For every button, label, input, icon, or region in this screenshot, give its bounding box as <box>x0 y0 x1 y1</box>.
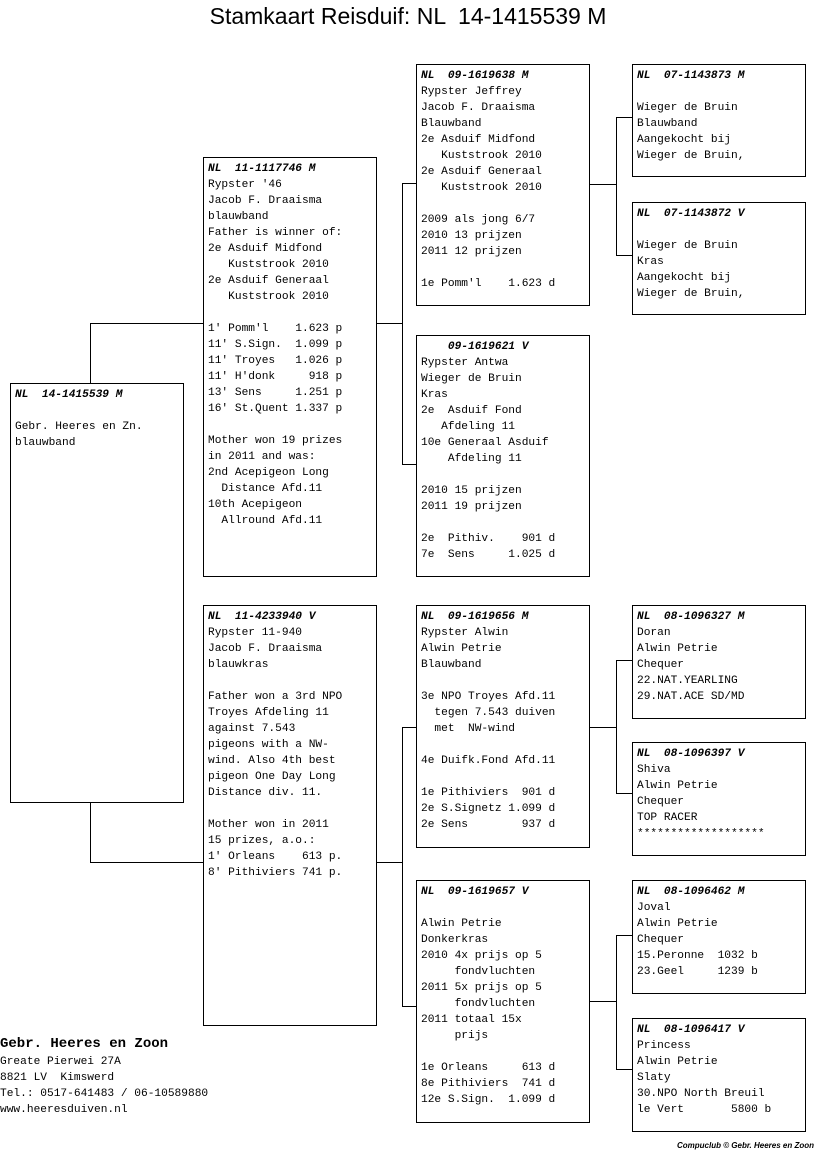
card-line: Rypster '46 <box>208 179 282 191</box>
card-line: Alwin Petrie <box>637 643 718 655</box>
card-line: 2e Asduif Fond <box>421 405 522 417</box>
great-grandparent-card-ffm <box>632 202 806 315</box>
breeder-name: Gebr. Heeres en Zoon <box>0 1036 169 1052</box>
card-line: Kras <box>637 256 664 268</box>
card-line: Wieger de Bruin <box>421 373 522 385</box>
card-line: Shiva <box>637 764 671 776</box>
connector-line <box>90 323 203 324</box>
card-line: 2010 13 prijzen <box>421 230 522 242</box>
card-line: Mother won in 2011 <box>208 819 329 831</box>
card-line: Distance div. 11. <box>208 787 323 799</box>
card-line: met NW-wind <box>421 723 515 735</box>
card-line: wind. Also 4th best <box>208 755 336 767</box>
maternal-grandmother-card <box>416 880 590 1123</box>
connector-line <box>616 935 617 1069</box>
card-line: le Vert 5800 b <box>637 1104 772 1116</box>
card-line: Princess <box>637 1040 691 1052</box>
breeder-address <box>0 1034 208 1118</box>
great-grandparent-card-mmm <box>632 1018 806 1132</box>
card-line: Rypster Alwin <box>421 627 509 639</box>
card-line: 2e S.Signetz 1.099 d <box>421 803 556 815</box>
website-link[interactable]: www.heeresduiven.nl <box>0 1104 128 1116</box>
card-line: Blauwband <box>421 659 482 671</box>
card-line: blauwband <box>208 211 269 223</box>
card-line: Alwin Petrie <box>421 643 502 655</box>
connector-line <box>616 255 632 256</box>
card-line: 11' S.Sign. 1.099 p <box>208 339 343 351</box>
card-line <box>208 673 372 689</box>
card-line: 2010 15 prijzen <box>421 485 522 497</box>
card-line <box>421 673 585 689</box>
card-line: Doran <box>637 627 671 639</box>
card-line: Kuststrook 2010 <box>208 259 329 271</box>
great-grandparent-card-mmf <box>632 880 806 994</box>
connector-line <box>90 862 203 863</box>
connector-line <box>90 323 91 384</box>
card-line: Kuststrook 2010 <box>421 182 542 194</box>
card-line <box>421 260 585 276</box>
address-line: 8821 LV Kimswerd <box>0 1072 115 1084</box>
card-line: tegen 7.543 duiven <box>421 707 556 719</box>
ring-number: NL 08-1096417 V <box>637 1024 745 1036</box>
card-line <box>208 305 372 321</box>
connector-line <box>402 727 416 728</box>
connector-line <box>589 727 617 728</box>
card-line: 2e Asduif Generaal <box>208 275 329 287</box>
card-line: 2e Asduif Midfond <box>421 134 536 146</box>
ring-number: NL 08-1096462 M <box>637 886 745 898</box>
mother-card <box>203 605 377 1026</box>
card-line: 1' Orleans 613 p. <box>208 851 343 863</box>
card-line: prijs <box>421 1030 489 1042</box>
card-line: 2e Sens 937 d <box>421 819 556 831</box>
card-line <box>421 467 585 483</box>
copyright-note: Compuclub © Gebr. Heeres en Zoon <box>676 1141 814 1150</box>
card-line: Afdeling 11 <box>421 453 522 465</box>
card-line <box>637 84 801 100</box>
card-line: Distance Afd.11 <box>208 483 323 495</box>
card-line: Wieger de Bruin, <box>637 288 745 300</box>
ring-number: NL 11-4233940 V <box>208 611 316 623</box>
card-line <box>421 515 585 531</box>
card-line: 29.NAT.ACE SD/MD <box>637 691 745 703</box>
card-line: pigeons with a NW- <box>208 739 329 751</box>
card-line: 2011 5x prijs op 5 <box>421 982 542 994</box>
connector-line <box>376 323 402 324</box>
paternal-grandfather-card <box>416 64 590 306</box>
card-line: Alwin Petrie <box>637 1056 718 1068</box>
connector-line <box>616 117 617 255</box>
card-line: 12e S.Sign. 1.099 d <box>421 1094 556 1106</box>
great-grandparent-card-mfm <box>632 742 806 856</box>
card-line: Father won a 3rd NPO <box>208 691 343 703</box>
card-line: Rypster 11-940 <box>208 627 302 639</box>
card-line: 2011 12 prijzen <box>421 246 522 258</box>
card-line <box>421 1044 585 1060</box>
card-line: Donkerkras <box>421 934 489 946</box>
card-line: Chequer <box>637 796 684 808</box>
card-line: blauwband <box>15 437 76 449</box>
card-line: 10e Generaal Asduif <box>421 437 549 449</box>
card-line <box>637 222 801 238</box>
great-grandparent-card-fff <box>632 64 806 177</box>
card-line: Blauwband <box>421 118 482 130</box>
card-line: 2nd Acepigeon Long <box>208 467 329 479</box>
card-line: 7e Sens 1.025 d <box>421 549 556 561</box>
connector-line <box>402 183 403 464</box>
connector-line <box>616 935 632 936</box>
card-line: 10th Acepigeon <box>208 499 302 511</box>
card-line: Wieger de Bruin <box>637 240 738 252</box>
card-line: Alwin Petrie <box>637 780 718 792</box>
ring-number: NL 11-1117746 M <box>208 163 316 175</box>
connector-line <box>90 802 91 863</box>
connector-line <box>376 862 402 863</box>
card-line: 15.Peronne 1032 b <box>637 950 758 962</box>
card-line: Allround Afd.11 <box>208 515 323 527</box>
card-line: fondvluchten <box>421 966 536 978</box>
card-line: 8' Pithiviers 741 p. <box>208 867 343 879</box>
card-line: 1e Pomm'l 1.623 d <box>421 278 556 290</box>
connector-line <box>616 1069 632 1070</box>
card-line: Wieger de Bruin <box>637 102 738 114</box>
card-line: 2010 4x prijs op 5 <box>421 950 542 962</box>
card-line: Kras <box>421 389 448 401</box>
card-line: 23.Geel 1239 b <box>637 966 758 978</box>
great-grandparent-card-mff <box>632 605 806 719</box>
page-title: Stamkaart Reisduif: NL 14-1415539 M <box>209 3 607 29</box>
ring-number: NL 09-1619657 V <box>421 886 529 898</box>
card-line: Slaty <box>637 1072 671 1084</box>
card-line: 1e Orleans 613 d <box>421 1062 556 1074</box>
card-line: Wieger de Bruin, <box>637 150 745 162</box>
card-line: 13' Sens 1.251 p <box>208 387 343 399</box>
address-line: Greate Pierwei 27A <box>0 1056 121 1068</box>
card-line: ******************* <box>637 828 765 840</box>
card-line: Aangekocht bij <box>637 272 731 284</box>
father-card <box>203 157 377 577</box>
card-line <box>421 769 585 785</box>
card-line: 4e Duifk.Fond Afd.11 <box>421 755 556 767</box>
card-line: pigeon One Day Long <box>208 771 336 783</box>
connector-line <box>616 660 617 793</box>
maternal-grandfather-card <box>416 605 590 848</box>
card-line: Joval <box>637 902 671 914</box>
card-line: 8e Pithiviers 741 d <box>421 1078 556 1090</box>
card-line: against 7.543 <box>208 723 296 735</box>
card-line: Jacob F. Draaisma <box>208 643 323 655</box>
card-line <box>421 900 585 916</box>
ring-number: NL 09-1619656 M <box>421 611 529 623</box>
connector-line <box>589 184 617 185</box>
phone-line: Tel.: 0517-641483 / 06-10589880 <box>0 1088 209 1100</box>
card-line: Jacob F. Draaisma <box>421 102 536 114</box>
subject-pigeon-card <box>10 383 184 803</box>
ring-number: NL 09-1619638 M <box>421 70 529 82</box>
card-line: 11' Troyes 1.026 p <box>208 355 343 367</box>
card-line: TOP RACER <box>637 812 698 824</box>
card-line: Afdeling 11 <box>421 421 515 433</box>
card-line: Alwin Petrie <box>637 918 718 930</box>
card-line: Chequer <box>637 659 684 671</box>
card-line: 2009 als jong 6/7 <box>421 214 536 226</box>
card-line: 3e NPO Troyes Afd.11 <box>421 691 556 703</box>
card-line: 2011 19 prijzen <box>421 501 522 513</box>
card-line: blauwkras <box>208 659 269 671</box>
connector-line <box>616 793 632 794</box>
card-line: Mother won 19 prizes <box>208 435 343 447</box>
card-line: Blauwband <box>637 118 698 130</box>
ring-number: NL 07-1143873 M <box>637 70 745 82</box>
card-line <box>421 737 585 753</box>
card-line: 22.NAT.YEARLING <box>637 675 738 687</box>
ring-number: 09-1619621 V <box>421 341 529 353</box>
connector-line <box>402 183 416 184</box>
card-line: 2e Pithiv. 901 d <box>421 533 556 545</box>
card-line: 15 prizes, a.o.: <box>208 835 316 847</box>
card-line: 1' Pomm'l 1.623 p <box>208 323 343 335</box>
card-line <box>208 801 372 817</box>
card-line <box>421 196 585 212</box>
ring-number: NL 14-1415539 M <box>15 389 123 401</box>
card-line: 11' H'donk 918 p <box>208 371 343 383</box>
card-line: Kuststrook 2010 <box>208 291 329 303</box>
card-line <box>208 417 372 433</box>
card-line: 2011 totaal 15x <box>421 1014 522 1026</box>
card-line: Alwin Petrie <box>421 918 502 930</box>
connector-line <box>616 117 632 118</box>
card-line: 1e Pithiviers 901 d <box>421 787 556 799</box>
ring-number: NL 08-1096397 V <box>637 748 745 760</box>
card-line: Kuststrook 2010 <box>421 150 542 162</box>
card-line: Aangekocht bij <box>637 134 731 146</box>
connector-line <box>402 1006 416 1007</box>
card-line: Rypster Jeffrey <box>421 86 522 98</box>
paternal-grandmother-card <box>416 335 590 577</box>
card-line: in 2011 and was: <box>208 451 316 463</box>
card-line: 30.NPO North Breuil <box>637 1088 765 1100</box>
ring-number: NL 08-1096327 M <box>637 611 745 623</box>
card-line: 2e Asduif Midfond <box>208 243 323 255</box>
card-line <box>15 403 179 419</box>
ring-number: NL 07-1143872 V <box>637 208 745 220</box>
connector-line <box>402 727 403 1006</box>
card-line: Jacob F. Draaisma <box>208 195 323 207</box>
card-line: 16' St.Quent 1.337 p <box>208 403 343 415</box>
card-line: Chequer <box>637 934 684 946</box>
card-line: Father is winner of: <box>208 227 343 239</box>
connector-line <box>589 1001 617 1002</box>
card-line: Troyes Afdeling 11 <box>208 707 329 719</box>
connector-line <box>616 660 632 661</box>
connector-line <box>402 464 416 465</box>
card-line: Rypster Antwa <box>421 357 509 369</box>
card-line: fondvluchten <box>421 998 536 1010</box>
card-line: Gebr. Heeres en Zn. <box>15 421 143 433</box>
card-line: 2e Asduif Generaal <box>421 166 542 178</box>
